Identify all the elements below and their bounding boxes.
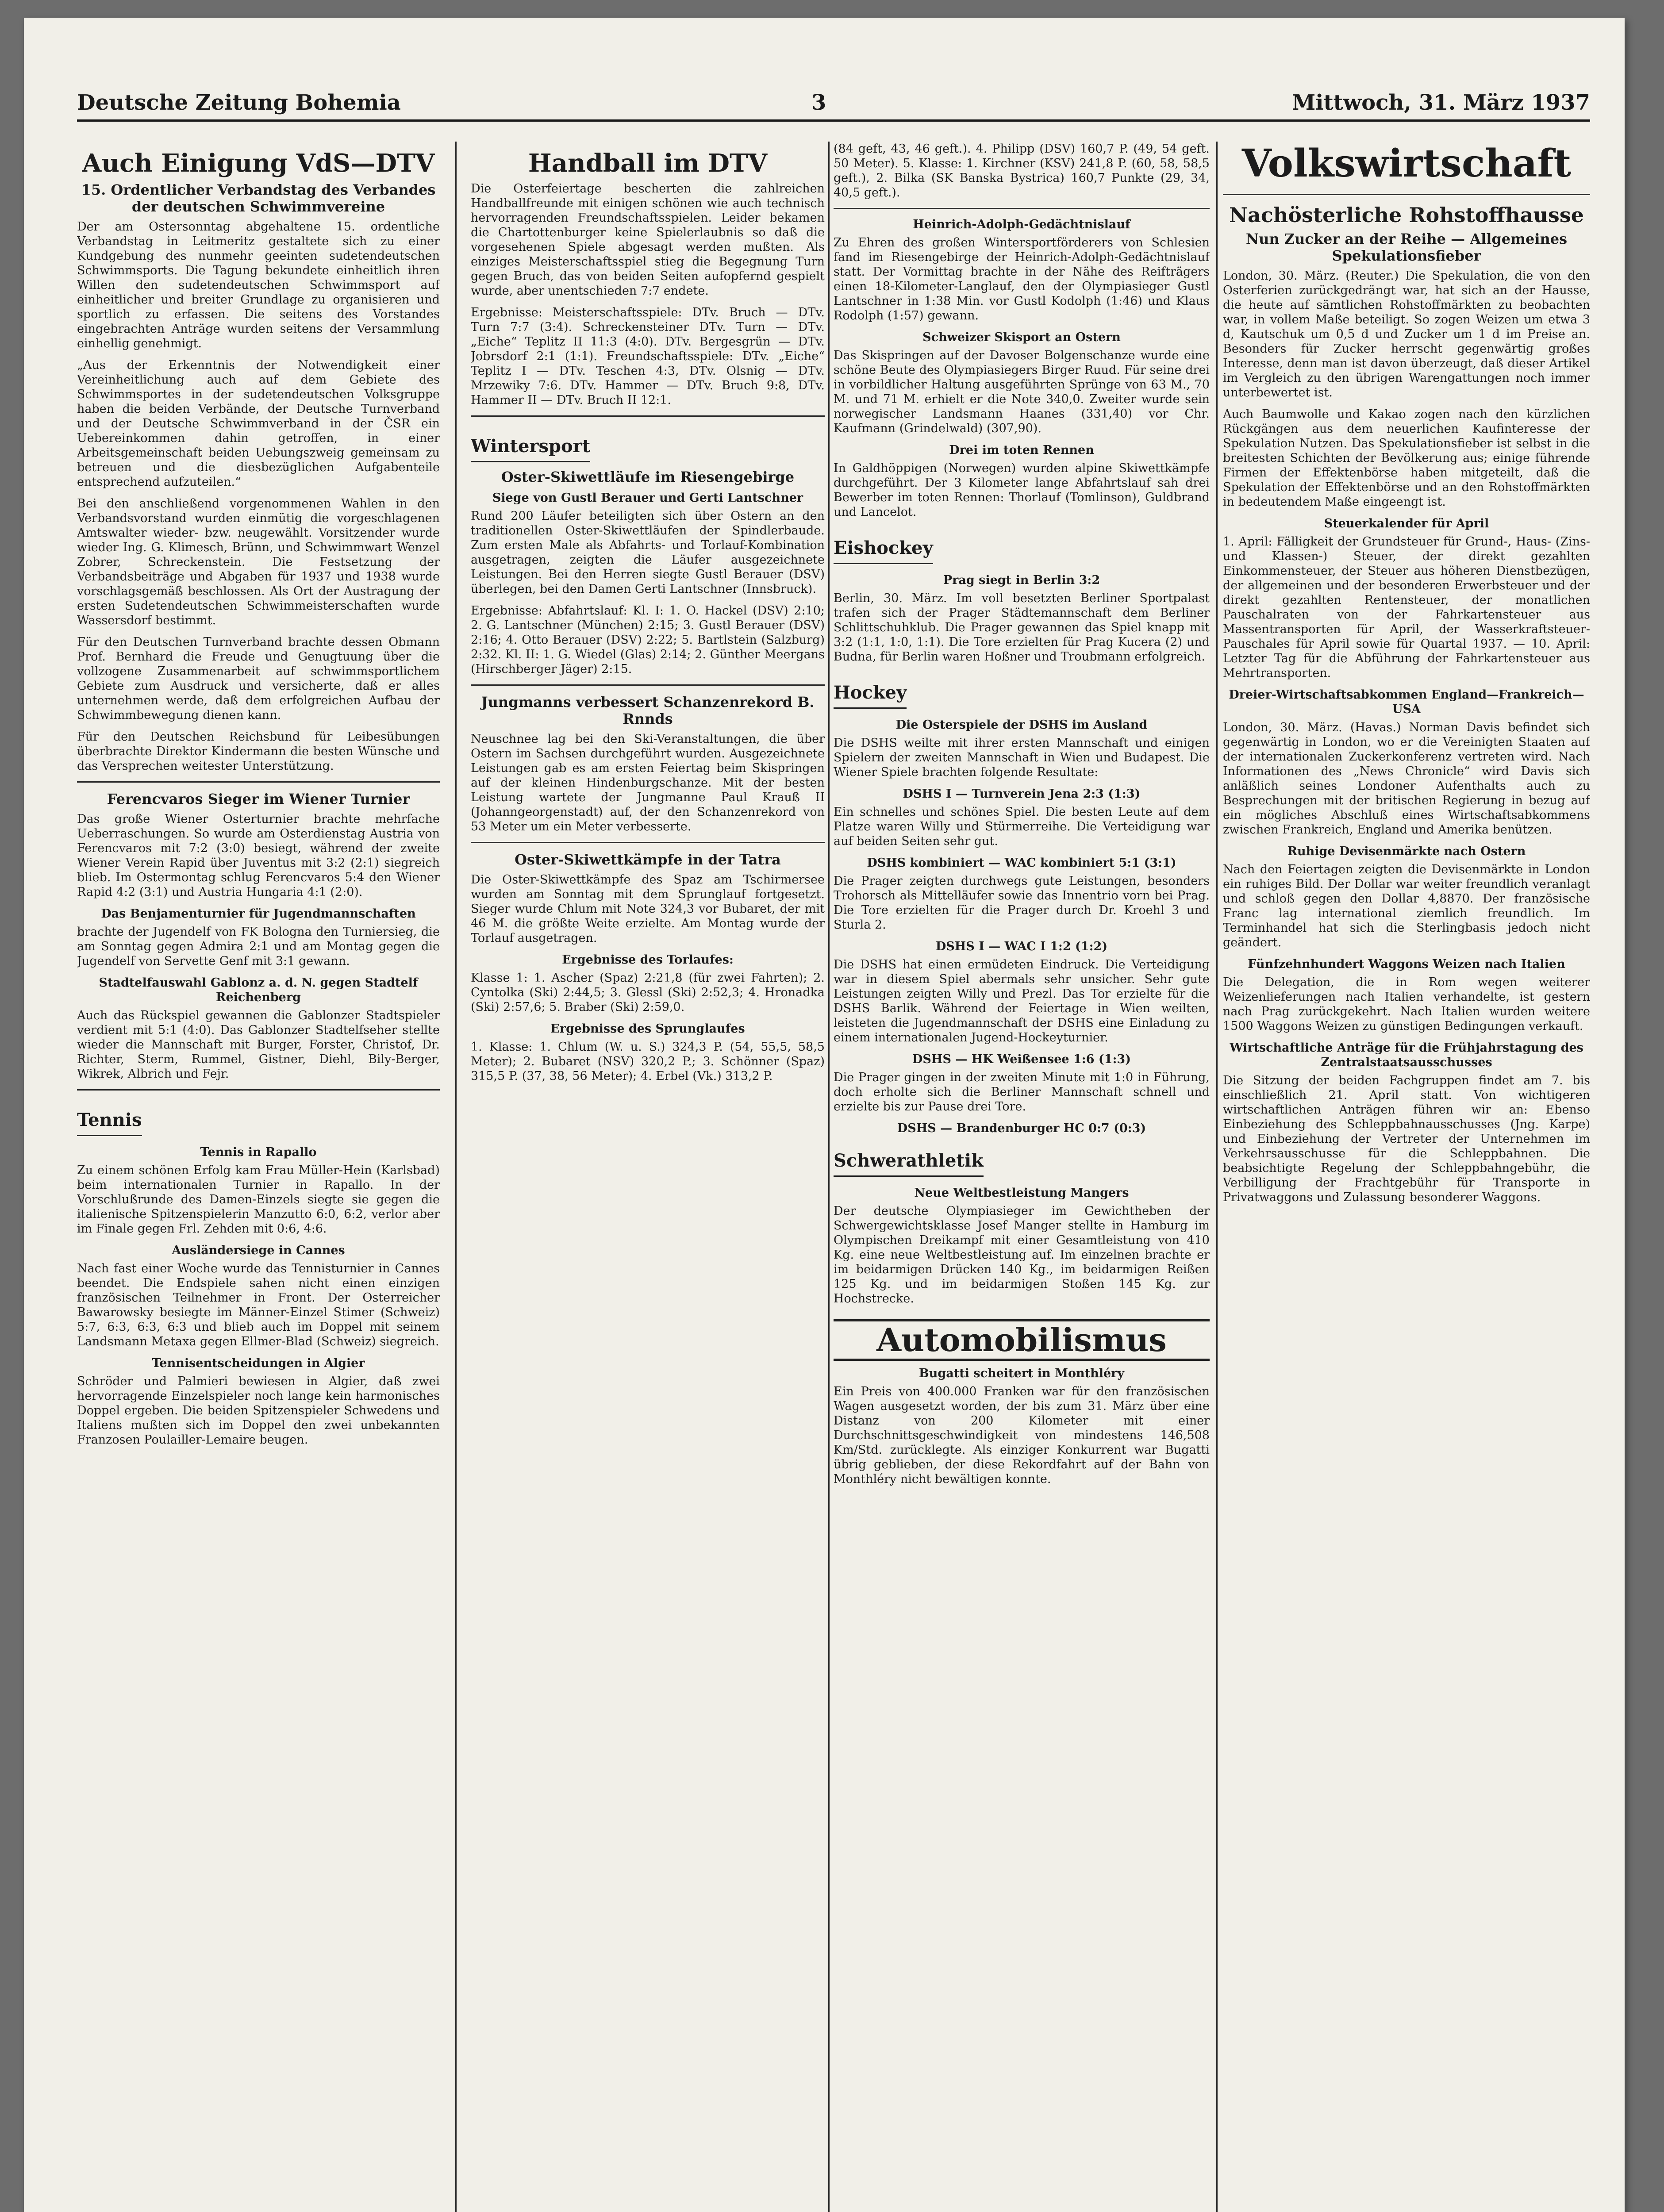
article-heading: Bugatti scheitert in Monthléry [918, 1367, 1125, 1380]
article-heading: Tennis in Rapallo [200, 1145, 317, 1159]
article-heading: DSHS kombiniert — WAC kombiniert 5:1 (3:1) [867, 856, 1176, 870]
article-heading: Drei im toten Rennen [949, 443, 1094, 457]
article-paragraph: Bei den anschließend vorgenommenen Wahlen in den Verbandsvorstand wurden einmütig die vorgeschlagenen Amtswalter wieder- bzw. neugewählt. Vorsitzender wurde wieder Ing. G. Klimesch, Brünn, und Schwimmwart Wenzel Zobrer, Schreckenstein. Die Festsetzung der Verbandsbeiträge und Abgaben für 1937 und 1938 wurde vorschlagsgemäß beschlossen. Als Ort der Austragung der ersten Sudetendeutschen Schwimmeisterschaften wurde Wassersdorf bestimmt. [77, 497, 440, 627]
article-paragraph: Ergebnisse: Meisterschaftsspiele: DTv. Bruch — DTv. Turn 7:7 (3:4). Schreckensteiner DTv. Turn — DTv. „Eiche“ Teplitz II 11:3 (4:0). DTv. Bergesgrün — DTv. Jobrsdorf 2:1 (1:1). Freundschaftsspiele: DTv. „Eiche“ Teplitz I — DTv. Teschen 4:3, DTv. Olsnig — DTv. Mrzewiky 7:6. DTv. Hammer — DTv. Bruch 9:8, DTv. Hammer II — DTv. Bruch II 12:1. [471, 306, 825, 407]
article-paragraph: brachte der Jugendelf von FK Bologna den Turniersieg, die am Sonntag gegen Admira 2:1 und am Montag gegen die Jugendelf von Servette Genf mit 3:1 gewann. [77, 925, 440, 968]
article-paragraph: Klasse 1: 1. Ascher (Spaz) 2:21,8 (für zwei Fahrten); 2. Cyntolka (Ski) 2:44,5; 3. Glessl (Ski) 2:52,3; 4. Hronadka (Ski) 2:57,6; 5. Braber (Ski) 2:59,0. [471, 971, 825, 1014]
article-title: Ferencvaros Sieger im Wiener Turnier [107, 791, 410, 807]
article-heading: Dreier-Wirtschaftsabkommen England—Frankreich—USA [1229, 688, 1584, 716]
article-paragraph: Für den Deutschen Turnverband brachte dessen Obmann Prof. Bernhard die Freude und Genugtuung über die vollzogene Zusammenarbeit auf schwimmsportlichem Gebiete zum Ausdruck und versicherte, daß er alles unternehmen werde, daß dem erfolgreichen Aufbau der Schwimmbewegung dienen kann. [77, 635, 440, 722]
article-heading: Steuerkalender für April [1324, 517, 1489, 530]
article-paragraph: Die Prager gingen in der zweiten Minute mit 1:0 in Führung, doch erholte sich die Berliner Mannschaft schnell und erzielte bis zur Pause drei Tore. [834, 1071, 1210, 1114]
article-paragraph: Ein Preis von 400.000 Franken war für den französischen Wagen ausgesetzt worden, der bis zum 31. März über eine Distanz von 200 Kilometer mit einer Durchschnittsgeschwindigkeit von mindestens 146,508 Km/Std. zurücklegte. Als einziger Konkurrent war Bugatti übrig geblieben, der diese Rekordfahrt auf der Bahn von Monthléry nicht bewältigen konnte. [834, 1385, 1210, 1486]
section-title: Hockey [834, 678, 907, 709]
article-heading: Das Benjamenturnier für Jugendmannschaften [101, 907, 416, 921]
article-paragraph: „Aus der Erkenntnis der Notwendigkeit einer Vereinheitlichung auch auf dem Gebiete des Schwimmsportes in der sudetendeutschen Volksgruppe haben die beiden Verbände, der Deutsche Turnverband und der Deutsche Schwimmverband in der ČSR ein Uebereinkommen dahin getroffen, in einer Arbeitsgemeinschaft beiden Uebungszweig gemeinsam zu betreuen und die diesbezüglichen Aufgabenteile entsprechend aufzuteilen.“ [77, 358, 440, 489]
article-paragraph: Die DSHS weilte mit ihrer ersten Mannschaft und einigen Spielern der zweiten Mannschaft in Wien und Budapest. Die Wiener Spiele brachten folgende Resultate: [834, 736, 1210, 779]
section-title: Wintersport [471, 432, 590, 462]
article-paragraph: Berlin, 30. März. Im voll besetzten Berliner Sportpalast trafen sich der Prager Städtemannschaft dem Berliner Schlittschuhklub. Die Prager gewannen das Spiel knapp mit 3:2 (1:1, 1:0, 1:1). Die Tore erzielten für Prag Kucera (2) und Budna, für Berlin waren Hoßner und Troubmann erfolgreich. [834, 591, 1210, 664]
article-paragraph: Der am Ostersonntag abgehaltene 15. ordentliche Verbandstag in Leitmeritz gestaltete sich zu einer Kundgebung des nunmehr geeinten sudetendeutschen Schwimmsports. Die Tagung bekundete einheitlich ihren Willen den sudetendeutschen Schwimmsport auf einheitlicher und breiter Grundlage zu organisieren und sportlich zu erfassen. Die seitens des Vorstandes eingebrachten Anträge wurden seitens der Versammlung einhellig genehmigt. [77, 220, 440, 350]
article-paragraph: Die Prager zeigten durchwegs gute Leistungen, besonders Trohorsch als Mittelläufer sowie das Innentrio vorn bei Prag. Die Tore erzielten für die Prager durch Dr. Kroehl 3 und Sturla 2. [834, 874, 1210, 932]
article-subtitle: Nun Zucker an der Reihe — Allgemeines Spekulationsfieber [1245, 230, 1568, 264]
article-paragraph: Die Osterfeiertage bescherten die zahlreichen Handballfreunde mit einigen schönen wie auch technisch hervorragenden Freundschaftsspielen. Leider bekamen die Chartottenburger keine Spielerlaubnis so daß die vorgesehenen Spiele abgesagt werden mußten. Als einziges Meisterschaftsspiel stieg die Begegnung Turn gegen Bruch, das von beiden Seiten aufopfernd gespielt wurde, aber unentschieden 7:7 endete. [471, 182, 825, 298]
article-title: Auch Einigung VdS—DTV [82, 149, 435, 178]
page-number: 3 [811, 90, 826, 115]
column-4 [1223, 142, 1590, 2212]
column-1 [77, 142, 440, 2212]
article-paragraph: Das große Wiener Osterturnier brachte mehrfache Ueberraschungen. So wurde am Osterdienstag Austria von Ferencvaros mit 7:2 (3:0) besiegt, während der zweite Wiener Verein Rapid über Juventus mit 3:2 (2:1) siegreich blieb. Im Ostermontag schlug Ferencvaros 5:4 den Wiener Rapid 4:2 (3:1) und Austria Hungaria 4:1 (2:0). [77, 812, 440, 899]
section-divider [471, 842, 825, 843]
section-divider [77, 1089, 440, 1091]
article-heading: DSHS — Brandenburger HC 0:7 (0:3) [897, 1121, 1146, 1135]
article-paragraph: Schröder und Palmieri bewiesen in Algier, daß zwei hervorragende Einzelspieler noch lange kein harmonisches Doppel ergeben. Die beiden Spitzenspieler Schwedens und Italiens mußten sich im Doppel den zwei unbekannten Franzosen Poulailler-Lemaire beugen. [77, 1375, 440, 1447]
article-heading: Die Osterspiele der DSHS im Ausland [895, 718, 1148, 732]
article-paragraph: Rund 200 Läufer beteiligten sich über Ostern an den traditionellen Oster-Skiwettläufen der Spindlerbaude. Zum ersten Male als Abfahrts- und Torlauf-Kombination ausgetragen, zeigten die Läufer ausgezeichnete Leistungen. Bei den Herren siegte Gustl Berauer (DSV) überlegen, bei den Damen Gerti Lantschner (Innsbruck). [471, 509, 825, 596]
article-heading: Wirtschaftliche Anträge für die Frühjahrstagung des Zentralstaatsausschusses [1230, 1041, 1583, 1069]
section-banner: Automobilismus [834, 1319, 1210, 1361]
article-paragraph: 1. Klasse: 1. Chlum (W. u. S.) 324,3 P. (54, 55,5, 58,5 Meter); 2. Bubaret (NSV) 320,2 P.; 3. Schönner (Spaz) 315,5 P. (37, 38, 56 Meter); 4. Erbel (Vk.) 313,2 P. [471, 1040, 825, 1083]
issue-date: Mittwoch, 31. März 1937 [1292, 90, 1590, 115]
section-title: Schwerathletik [834, 1146, 984, 1177]
article-paragraph: Für den Deutschen Reichsbund für Leibesübungen überbrachte Direktor Kindermann die besten Wünsche und das Versprechen weitester Unterstützung. [77, 730, 440, 773]
article-paragraph: Neuschnee lag bei den Ski-Veranstaltungen, die über Ostern im Sachsen durchgeführt wurden. Ausgezeichnete Leistungen gab es am ersten Feiertag beim Skispringen auf der kleinen Hindenburgschanze. Mit der besten Leistung wartete der Jungmanne Paul Krauß II (Johanngeorgenstadt) auf, der den Schanzenrekord von 53 Meter um ein Meter verbesserte. [471, 732, 825, 833]
article-paragraph: Der deutsche Olympiasieger im Gewichtheben der Schwergewichtsklasse Josef Manger stellte in Hamburg im Olympischen Dreikampf mit einer Gesamtleistung von 410 Kg. eine neue Weltbestleistung auf. Im einzelnen brachte er im beidarmigen Drücken 140 Kg., im beidarmigen Reißen 125 Kg. und im beidarmigen Stoßen 145 Kg. zur Hochstrecke. [834, 1204, 1210, 1306]
article-paragraph: Zu Ehren des großen Wintersportförderers von Schlesien fand im Riesengebirge der Heinrich-Adolph-Gedächtnislauf statt. Der Vormittag brachte in der Nähe des Reifträgers einen 18-Kilometer-Langlauf, den der Olympiasieger Gustl Lantschner in 1:38 Min. vor Gustl Kodolph (1:46) und Klaus Rodolph (1:57) gewann. [834, 236, 1210, 323]
section-divider [471, 415, 825, 417]
article-title: Oster-Skiwettkämpfe in der Tatra [515, 851, 781, 868]
article-title: Oster-Skiwettläufe im Riesengebirge [501, 469, 795, 485]
article-heading: Prag siegt in Berlin 3:2 [943, 573, 1100, 587]
column-rule [455, 142, 457, 2212]
section-title: Eishockey [834, 534, 933, 564]
article-heading: Siege von Gustl Berauer und Gerti Lantschner [492, 491, 803, 505]
newspaper-name: Deutsche Zeitung Bohemia [77, 90, 401, 115]
article-paragraph: 1. April: Fälligkeit der Grundsteuer für Grund-, Haus- (Zins- und Klassen-) Steuer, der direkt gezahlten Einkommensteuer, der Steuer aus höheren Dienstbezügen, der allgemeinen und der besonderen Erwerbsteuer und der direkt gezahlten Rentensteuer, der monatlichen Pauschalraten von der Fahrkartensteuer aus Massentransporten für April, der Wasserkraftsteuer-Pauschales für April sowie für Quartal 1937. — 10. April: Letzter Tag für die Abführung der Fahrkartensteuer aus Mehrtransporten. [1223, 535, 1590, 680]
article-heading: DSHS — HK Weißensee 1:6 (1:3) [912, 1052, 1131, 1066]
article-paragraph: Ergebnisse: Abfahrtslauf: Kl. I: 1. O. Hackel (DSV) 2:10; 2. G. Lantschner (München) 2:15; 3. Gustl Berauer (DSV) 2:16; 4. Otto Berauer (DSV) 2:22; 5. Bartlstein (Salzburg) 2:32. Kl. II: 1. G. Wiedel (Glas) 2:14; 2. Günther Meergans (Hirschberger Jäger) 2:15. [471, 604, 825, 676]
section-divider [1223, 194, 1590, 195]
section-title: Tennis [77, 1106, 142, 1136]
article-paragraph: Die DSHS hat einen ermüdeten Eindruck. Die Verteidigung war in diesem Spiel abermals sehr unsicher. Sehr gute Leistungen zeigten Willy und Prezl. Das Tor erzielte für die DSHS Barlik. Während der Feiertage in Wien weilten, leisteten die Jugendmannschaft der DSHS eine Einladung zu einem internationalen Jugend-Hockeyturnier. [834, 958, 1210, 1045]
article-title: Nachösterliche Rohstoffhausse [1229, 203, 1584, 227]
article-paragraph: Nach den Feiertagen zeigten die Devisenmärkte in London ein ruhiges Bild. Der Dollar war weiter freundlich veranlagt und schloß gegen den Dollar 4,8870. Der französische Franc lag international ziemlich freundlich. Im Terminhandel hat sich die Sterlingbasis jedoch nicht geändert. [1223, 863, 1590, 949]
section-divider [471, 684, 825, 686]
column-rule [1216, 142, 1218, 2212]
article-paragraph: Das Skispringen auf der Davoser Bolgenschanze wurde eine schöne Beute des Olympiasiegers Birger Ruud. Für seine drei in vorbildlicher Haltung ausgeführten Sprünge von 63 M., 70 M. und 71 M. erhielt er die Note 340,0. Zweiter wurde sein norwegischer Landsmann Haanes (331,40) vor Chr. Kaufmann (Grindelwald) (307,90). [834, 349, 1210, 435]
article-title: Jungmanns verbessert Schanzenrekord B. Rnnds [481, 694, 815, 727]
article-paragraph: London, 30. März. (Havas.) Norman Davis befindet sich gegenwärtig in London, wo er die Vereinigten Staaten auf der internationalen Zuckerkonferenz vertreten wird. Nach Informationen des „News Chronicle“ wird Davis sich anläßlich seines Londoner Aufenthalts auch zu Besprechungen mit der britischen Regierung in bezug auf ein mögliches Abschluß eines Wirtschaftsabkommens zwischen Frankreich, England und Amerika benützen. [1223, 721, 1590, 837]
article-paragraph: Die Oster-Skiwettkämpfe des Spaz am Tschirmersee wurden am Sonntag mit dem Sprunglauf fortgesetzt. Sieger wurde Chlum mit Note 324,3 vor Bubaret, der mit 46 M. die größte Weite erzielte. Am Montag wurde der Torlauf ausgetragen. [471, 873, 825, 945]
article-paragraph: In Galdhöppigen (Norwegen) wurden alpine Skiwettkämpfe durchgeführt. Der 3 Kilometer lange Abfahrtslauf sah drei Bewerber im toten Rennen: Thorlauf (Tomlinson), Guldbrand und Lancelot. [834, 461, 1210, 519]
column-2 [471, 142, 825, 2212]
section-divider [834, 208, 1210, 209]
article-paragraph: Die Delegation, die in Rom wegen weiterer Weizenlieferungen nach Italien verhandelte, ist gestern nach Prag zurückgekehrt. Nach Italien wurden weitere 1500 Waggons Weizen zu günstigen Bedingungen verkauft. [1223, 975, 1590, 1033]
article-paragraph: Ein schnelles und schönes Spiel. Die besten Leute auf dem Platze waren Willy und Stürmerreihe. Die Verteidigung war auf beiden Seiten sehr gut. [834, 805, 1210, 848]
newspaper-page [24, 18, 1625, 2212]
article-heading: DSHS I — WAC I 1:2 (1:2) [935, 940, 1108, 953]
article-title: Handball im DTV [528, 149, 768, 178]
article-heading: DSHS I — Turnverein Jena 2:3 (1:3) [903, 787, 1141, 801]
article-heading: Heinrich-Adolph-Gedächtnislauf [913, 218, 1130, 231]
article-subtitle: 15. Ordentlicher Verbandstag des Verbandes der deutschen Schwimmvereine [81, 181, 436, 215]
article-paragraph: Nach fast einer Woche wurde das Tennisturnier in Cannes beendet. Die Endspiele sahen nicht einen einzigen französischen Teilnehmer in Front. Der Osterreicher Bawarowsky besiegte im Männer-Einzel Stimer (Schweiz) 5:7, 6:3, 6:3, 6:3 und blieb auch im Doppel mit seinem Landsmann Metaxa gegen Ellmer-Blad (Schweiz) siegreich. [77, 1262, 440, 1348]
article-heading: Fünfzehnhundert Waggons Weizen nach Italien [1248, 957, 1565, 971]
article-paragraph: Auch Baumwolle und Kakao zogen nach den kürzlichen Rückgängen aus dem neuerlichen Kaufinteresse der Spekulation Nutzen. Das Spekulationsfieber ist selbst in die breitesten Schichten der Bevölkerung aus; einige führende Firmen der Effektenbörse haben mitgeteilt, daß die Spekulation der Effektenbörse und an den Rohstoffmärkten in bedeutendem Maße eingeengt ist. [1223, 407, 1590, 509]
article-paragraph: Die Sitzung der beiden Fachgruppen findet am 7. bis einschließlich 21. April statt. Von wichtigeren wirtschaftlichen Anträgen führen wir an: Ebenso Einbeziehung des Schleppbahnausschusses (Jng. Karpe) und Einbeziehung der Vertreter der Unternehmen im Verkehrsausschusse für die Schleppbahnen. Die beabsichtigte Regelung der Schleppbahngebühr, die Verbilligung der Frachtgebühr für Transporte in Privatwaggons und Zulassung besonderer Waggons. [1223, 1074, 1590, 1204]
article-heading: Stadtelfauswahl Gablonz a. d. N. gegen Stadtelf Reichenberg [99, 976, 418, 1004]
section-divider [77, 781, 440, 783]
article-heading: Ergebnisse des Sprunglaufes [550, 1022, 745, 1036]
article-heading: Tennisentscheidungen in Algier [152, 1356, 365, 1370]
article-heading: Ergebnisse des Torlaufes: [562, 953, 734, 967]
column-3 [834, 142, 1210, 2212]
article-heading: Schweizer Skisport an Ostern [922, 330, 1121, 344]
article-paragraph: Zu einem schönen Erfolg kam Frau Müller-Hein (Karlsbad) beim internationalen Turnier in Rapallo. In der Vorschlußrunde des Damen-Einzels siegte sie gegen die italienische Spitzenspielerin Manzutto 6:0, 6:2, verlor aber im Finale gegen Frl. Zehden mit 0:6, 4:6. [77, 1164, 440, 1236]
article-paragraph: Auch das Rückspiel gewannen die Gablonzer Stadtspieler verdient mit 5:1 (4:0). Das Gablonzer Stadtelfseher stellte wieder die Mannschaft mit Burger, Forster, Christof, Dr. Richter, Sterm, Rummel, Gistner, Diehl, Bily-Berger, Wikrek, Albrich und Fejr. [77, 1009, 440, 1081]
page-header [77, 84, 1590, 122]
article-heading: Neue Weltbestleistung Mangers [914, 1186, 1129, 1200]
column-rule [828, 142, 830, 2212]
section-banner: Volkswirtschaft [1241, 142, 1572, 186]
article-paragraph: (84 geft, 43, 46 geft.). 4. Philipp (DSV) 160,7 P. (49, 54 geft. 50 Meter). 5. Klasse: 1. Kirchner (KSV) 241,8 P. (60, 58, 58,5 geft.), 2. Bilka (SK Banska Bystrica) 160,7 Punkte (29, 34, 40,5 geft.). [834, 142, 1210, 200]
article-paragraph: London, 30. März. (Reuter.) Die Spekulation, die von den Osterferien zurückgedrängt war, hat sich an der Hausse, die heute auf sämtlichen Rohstoffmärkten zu beobachten war, in vollem Maße beteiligt. So zogen Weizen um etwa 3 d, Kautschuk um 0,5 d und Zucker um 1 d im Preise an. Besonders für Zucker herrscht gegenwärtig großes Interesse, denn man ist davon überzeugt, daß dieser Artikel im Vergleich zu den übrigen Warengattungen noch immer unterbewertet ist. [1223, 269, 1590, 399]
article-heading: Ruhige Devisenmärkte nach Ostern [1287, 845, 1526, 858]
article-heading: Ausländersiege in Cannes [172, 1244, 345, 1257]
